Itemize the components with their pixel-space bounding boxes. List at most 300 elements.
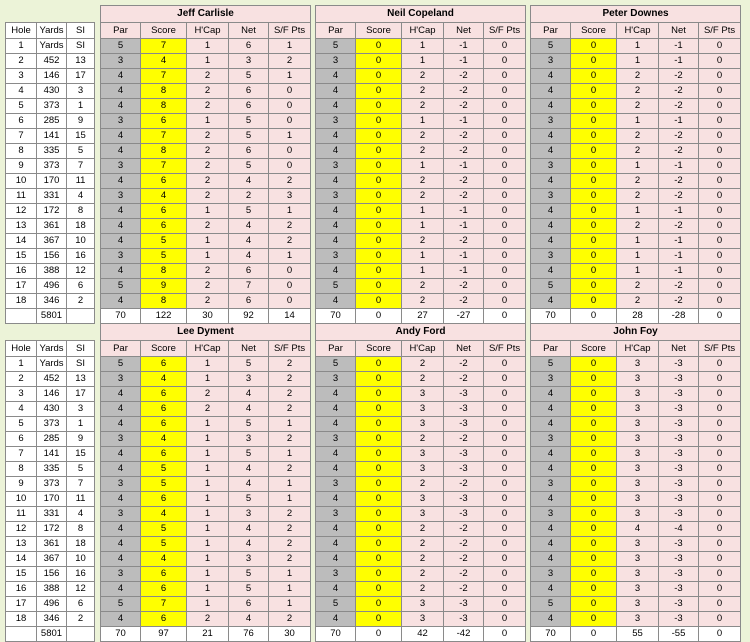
- score-cell: 4: [141, 54, 187, 69]
- table-row: [316, 279, 526, 294]
- total-cell: 70: [531, 309, 571, 324]
- player-scorecard: [530, 5, 741, 324]
- table-row: [316, 567, 526, 582]
- net-cell: -2: [444, 522, 484, 537]
- net-cell: -2: [444, 552, 484, 567]
- sf-pts-cell: 0: [699, 537, 741, 552]
- table-row: [6, 189, 95, 204]
- par-cell: 4: [101, 537, 141, 552]
- par-cell: 5: [316, 357, 356, 372]
- table-row: [101, 372, 311, 387]
- column-header: S/F Pts: [484, 341, 526, 357]
- sf-pts-cell: 0: [699, 372, 741, 387]
- hcap-cell: 1: [187, 417, 229, 432]
- table-row: [531, 582, 741, 597]
- score-cell: 0: [571, 417, 617, 432]
- par-cell: 3: [101, 189, 141, 204]
- par-cell: 4: [316, 582, 356, 597]
- table-row: [316, 219, 526, 234]
- table-row: [6, 522, 95, 537]
- net-cell: -2: [444, 99, 484, 114]
- net-cell: 6: [229, 264, 269, 279]
- hcap-cell: 2: [187, 219, 229, 234]
- total-cell: 0: [484, 627, 526, 642]
- par-cell: 4: [101, 144, 141, 159]
- hole-cell: 9: [6, 159, 37, 174]
- score-cell: 0: [571, 477, 617, 492]
- sf-pts-cell: 1: [269, 204, 311, 219]
- hcap-cell: 2: [402, 99, 444, 114]
- hcap-cell: 1: [187, 477, 229, 492]
- score-cell: 8: [141, 294, 187, 309]
- net-cell: -2: [659, 144, 699, 159]
- score-cell: 0: [571, 294, 617, 309]
- hole-cell: 2: [67, 294, 95, 309]
- column-header: H'Cap: [617, 23, 659, 39]
- hole-cell: 11: [67, 492, 95, 507]
- table-row: [6, 387, 95, 402]
- player-name: Neil Copeland: [316, 6, 526, 23]
- table-row: [316, 612, 526, 627]
- hole-total-cell: [67, 309, 95, 324]
- hole-cell: 146: [37, 387, 67, 402]
- net-cell: -2: [444, 537, 484, 552]
- hole-cell: 430: [37, 84, 67, 99]
- total-cell: 97: [141, 627, 187, 642]
- score-cell: 0: [356, 582, 402, 597]
- sf-pts-cell: 1: [269, 477, 311, 492]
- par-cell: 3: [101, 372, 141, 387]
- hole-cell: 156: [37, 567, 67, 582]
- sf-pts-cell: 2: [269, 612, 311, 627]
- table-row: [316, 159, 526, 174]
- par-cell: 5: [316, 279, 356, 294]
- hole-cell: 335: [37, 144, 67, 159]
- total-cell: 70: [101, 309, 141, 324]
- sf-pts-cell: 0: [484, 264, 526, 279]
- net-cell: 2: [229, 189, 269, 204]
- par-cell: 3: [101, 567, 141, 582]
- hole-cell: 4: [67, 507, 95, 522]
- sf-pts-cell: 2: [269, 402, 311, 417]
- net-cell: 3: [229, 432, 269, 447]
- par-cell: 3: [531, 432, 571, 447]
- par-cell: 3: [531, 159, 571, 174]
- table-row: [316, 99, 526, 114]
- table-row: [531, 294, 741, 309]
- par-cell: 3: [531, 567, 571, 582]
- column-header: Net: [229, 23, 269, 39]
- net-cell: -4: [659, 522, 699, 537]
- par-cell: 4: [531, 99, 571, 114]
- table-row: [6, 612, 95, 627]
- score-cell: 6: [141, 417, 187, 432]
- par-cell: 4: [101, 294, 141, 309]
- sf-pts-cell: 2: [269, 462, 311, 477]
- score-cell: 6: [141, 447, 187, 462]
- hcap-cell: 2: [402, 84, 444, 99]
- table-row: [101, 84, 311, 99]
- score-cell: 8: [141, 84, 187, 99]
- hole-cell: 5: [6, 99, 37, 114]
- table-row: [6, 432, 95, 447]
- hcap-cell: 3: [402, 402, 444, 417]
- hcap-cell: 2: [402, 129, 444, 144]
- net-cell: 5: [229, 69, 269, 84]
- hcap-cell: 1: [617, 114, 659, 129]
- hcap-cell: 2: [402, 372, 444, 387]
- hcap-cell: 3: [402, 447, 444, 462]
- score-cell: 0: [571, 84, 617, 99]
- column-header: S/F Pts: [484, 23, 526, 39]
- table-row: [316, 522, 526, 537]
- par-cell: 3: [316, 372, 356, 387]
- net-cell: 4: [229, 234, 269, 249]
- table-row: [101, 612, 311, 627]
- net-cell: -2: [444, 144, 484, 159]
- net-cell: -1: [659, 114, 699, 129]
- table-row: [6, 537, 95, 552]
- total-cell: 0: [699, 309, 741, 324]
- hole-cell: 11: [6, 507, 37, 522]
- sf-pts-cell: 0: [484, 249, 526, 264]
- score-cell: 7: [141, 69, 187, 84]
- hole-cell: 17: [67, 387, 95, 402]
- total-cell: 30: [187, 309, 229, 324]
- sf-pts-cell: 0: [699, 174, 741, 189]
- table-row: [316, 69, 526, 84]
- par-cell: 3: [316, 54, 356, 69]
- table-row: [316, 492, 526, 507]
- sf-pts-cell: 3: [269, 189, 311, 204]
- table-row: [531, 462, 741, 477]
- par-cell: 4: [101, 234, 141, 249]
- hcap-cell: 2: [402, 279, 444, 294]
- score-cell: 6: [141, 219, 187, 234]
- hole-cell: 6: [67, 597, 95, 612]
- hole-cell: 331: [37, 189, 67, 204]
- score-cell: 4: [141, 432, 187, 447]
- score-cell: 0: [571, 114, 617, 129]
- hcap-cell: 3: [617, 537, 659, 552]
- score-cell: 0: [571, 99, 617, 114]
- sf-pts-cell: 0: [699, 99, 741, 114]
- sf-pts-cell: 0: [484, 69, 526, 84]
- score-cell: 0: [571, 219, 617, 234]
- par-cell: 4: [531, 492, 571, 507]
- par-cell: 4: [316, 234, 356, 249]
- score-cell: 0: [571, 552, 617, 567]
- total-cell: 122: [141, 309, 187, 324]
- hcap-cell: 3: [617, 507, 659, 522]
- par-cell: 4: [531, 219, 571, 234]
- sf-pts-cell: 0: [484, 99, 526, 114]
- hole-cell: 6: [6, 432, 37, 447]
- hcap-cell: 1: [187, 54, 229, 69]
- par-cell: 4: [531, 69, 571, 84]
- table-row: [531, 99, 741, 114]
- total-cell: -42: [444, 627, 484, 642]
- par-cell: 4: [316, 417, 356, 432]
- table-row: [531, 567, 741, 582]
- sf-pts-cell: 0: [484, 39, 526, 54]
- sf-pts-cell: 0: [699, 39, 741, 54]
- hole-cell: 1: [6, 39, 37, 54]
- table-row: [101, 204, 311, 219]
- hole-cell: 452: [37, 372, 67, 387]
- table-row: [531, 492, 741, 507]
- net-cell: 4: [229, 249, 269, 264]
- hole-cell: 3: [6, 387, 37, 402]
- hole-cell: 17: [67, 69, 95, 84]
- player-scorecard: [100, 323, 311, 642]
- par-cell: 4: [316, 174, 356, 189]
- net-cell: 4: [229, 219, 269, 234]
- net-cell: 6: [229, 144, 269, 159]
- net-cell: -3: [444, 447, 484, 462]
- sf-pts-cell: 0: [699, 54, 741, 69]
- net-cell: 4: [229, 387, 269, 402]
- score-cell: 0: [571, 522, 617, 537]
- score-cell: 0: [571, 567, 617, 582]
- par-cell: 4: [101, 447, 141, 462]
- par-cell: 5: [531, 357, 571, 372]
- table-row: [101, 279, 311, 294]
- net-cell: -3: [444, 492, 484, 507]
- par-cell: 4: [316, 402, 356, 417]
- table-row: [6, 234, 95, 249]
- hcap-cell: 2: [617, 69, 659, 84]
- net-cell: -1: [444, 264, 484, 279]
- net-cell: -2: [659, 174, 699, 189]
- sf-pts-cell: 0: [699, 387, 741, 402]
- net-cell: -2: [444, 69, 484, 84]
- par-cell: 4: [101, 69, 141, 84]
- net-cell: -1: [444, 54, 484, 69]
- score-cell: 0: [571, 234, 617, 249]
- hcap-cell: 2: [402, 234, 444, 249]
- hcap-cell: 3: [617, 492, 659, 507]
- hole-cell: 7: [67, 477, 95, 492]
- par-cell: 3: [101, 114, 141, 129]
- hcap-cell: 3: [402, 507, 444, 522]
- table-row: [531, 507, 741, 522]
- par-cell: 3: [101, 249, 141, 264]
- hcap-cell: 3: [402, 492, 444, 507]
- hcap-cell: 2: [187, 279, 229, 294]
- score-cell: 0: [356, 522, 402, 537]
- net-cell: -3: [444, 417, 484, 432]
- par-cell: 5: [531, 279, 571, 294]
- hole-cell: 1: [6, 357, 37, 372]
- hole-cell: 4: [6, 402, 37, 417]
- sf-pts-cell: 0: [699, 234, 741, 249]
- table-row: [316, 204, 526, 219]
- sf-pts-cell: 0: [699, 567, 741, 582]
- table-row: [316, 234, 526, 249]
- par-cell: 4: [531, 387, 571, 402]
- net-cell: 4: [229, 477, 269, 492]
- net-cell: 6: [229, 294, 269, 309]
- sf-pts-cell: 0: [484, 174, 526, 189]
- hole-cell: 346: [37, 612, 67, 627]
- table-row: [316, 84, 526, 99]
- table-row: [316, 462, 526, 477]
- net-cell: -2: [659, 189, 699, 204]
- table-row: [101, 69, 311, 84]
- hcap-cell: 2: [187, 189, 229, 204]
- sf-pts-cell: 0: [484, 294, 526, 309]
- total-cell: 70: [316, 309, 356, 324]
- hcap-cell: 2: [617, 129, 659, 144]
- net-cell: -2: [444, 582, 484, 597]
- hole-cell: 7: [6, 447, 37, 462]
- score-cell: 6: [141, 174, 187, 189]
- par-cell: 5: [101, 597, 141, 612]
- score-cell: 5: [141, 477, 187, 492]
- hole-cell: 3: [67, 402, 95, 417]
- hcap-cell: 2: [187, 84, 229, 99]
- sf-pts-cell: 2: [269, 219, 311, 234]
- net-cell: 3: [229, 54, 269, 69]
- sf-pts-cell: 0: [269, 114, 311, 129]
- par-cell: 4: [316, 129, 356, 144]
- table-row: [531, 39, 741, 54]
- par-cell: 4: [531, 537, 571, 552]
- hole-cell: 430: [37, 402, 67, 417]
- score-cell: 0: [356, 432, 402, 447]
- total-cell: 0: [699, 627, 741, 642]
- score-cell: 0: [571, 204, 617, 219]
- par-cell: 3: [316, 477, 356, 492]
- score-cell: 0: [571, 597, 617, 612]
- net-cell: -2: [444, 432, 484, 447]
- score-cell: 6: [141, 492, 187, 507]
- table-row: [6, 159, 95, 174]
- table-row: [101, 294, 311, 309]
- hcap-cell: 3: [402, 597, 444, 612]
- table-row: [101, 219, 311, 234]
- sf-pts-cell: 0: [699, 582, 741, 597]
- score-cell: 9: [141, 279, 187, 294]
- net-cell: 4: [229, 174, 269, 189]
- sf-pts-cell: 0: [269, 99, 311, 114]
- sf-pts-cell: 0: [699, 264, 741, 279]
- hole-cell: 4: [67, 189, 95, 204]
- hole-total-cell: [6, 627, 37, 642]
- hcap-cell: 2: [187, 402, 229, 417]
- table-row: [6, 507, 95, 522]
- table-row: [316, 189, 526, 204]
- hole-cell: SI: [67, 357, 95, 372]
- sf-pts-cell: 0: [699, 492, 741, 507]
- hcap-cell: 2: [402, 522, 444, 537]
- hole-cell: 367: [37, 552, 67, 567]
- score-cell: 0: [571, 372, 617, 387]
- hcap-cell: 1: [617, 264, 659, 279]
- table-row: [316, 387, 526, 402]
- hcap-cell: 3: [402, 387, 444, 402]
- net-cell: -3: [659, 507, 699, 522]
- net-cell: 5: [229, 159, 269, 174]
- score-cell: 0: [356, 189, 402, 204]
- hcap-cell: 2: [402, 582, 444, 597]
- hcap-cell: 1: [187, 552, 229, 567]
- hcap-cell: 1: [187, 372, 229, 387]
- net-cell: -3: [444, 462, 484, 477]
- hcap-cell: 1: [187, 357, 229, 372]
- sf-pts-cell: 1: [269, 249, 311, 264]
- hole-cell: 13: [6, 219, 37, 234]
- par-cell: 3: [531, 54, 571, 69]
- score-cell: 8: [141, 144, 187, 159]
- hcap-cell: 2: [402, 477, 444, 492]
- hcap-cell: 2: [402, 69, 444, 84]
- hcap-cell: 1: [187, 39, 229, 54]
- column-header: Score: [356, 23, 402, 39]
- net-cell: 4: [229, 522, 269, 537]
- score-cell: 0: [356, 219, 402, 234]
- table-row: [316, 144, 526, 159]
- net-cell: -1: [659, 159, 699, 174]
- sf-pts-cell: 0: [699, 159, 741, 174]
- holes-header-cell: SI: [67, 23, 95, 39]
- score-cell: 0: [356, 357, 402, 372]
- sf-pts-cell: 0: [484, 114, 526, 129]
- par-cell: 4: [101, 99, 141, 114]
- hcap-cell: 1: [617, 39, 659, 54]
- table-row: [316, 537, 526, 552]
- hcap-cell: 2: [187, 99, 229, 114]
- net-cell: -2: [444, 294, 484, 309]
- hcap-cell: 1: [402, 219, 444, 234]
- table-row: [531, 144, 741, 159]
- hole-cell: 172: [37, 204, 67, 219]
- hcap-cell: 1: [187, 249, 229, 264]
- table-row: [6, 417, 95, 432]
- table-row: [6, 174, 95, 189]
- hcap-cell: 1: [187, 597, 229, 612]
- sf-pts-cell: 0: [484, 432, 526, 447]
- column-header: Par: [101, 341, 141, 357]
- hole-cell: 8: [67, 522, 95, 537]
- par-cell: 4: [531, 144, 571, 159]
- hole-cell: 10: [67, 234, 95, 249]
- table-row: [531, 234, 741, 249]
- column-header: Score: [141, 341, 187, 357]
- hole-cell: 8: [67, 204, 95, 219]
- score-cell: 5: [141, 234, 187, 249]
- hole-cell: 1: [67, 417, 95, 432]
- table-row: [101, 189, 311, 204]
- par-cell: 5: [531, 597, 571, 612]
- par-cell: 4: [316, 264, 356, 279]
- par-cell: 4: [101, 552, 141, 567]
- net-cell: -3: [659, 612, 699, 627]
- par-cell: 5: [101, 279, 141, 294]
- sf-pts-cell: 2: [269, 432, 311, 447]
- hole-cell: 12: [6, 204, 37, 219]
- hcap-cell: 1: [402, 204, 444, 219]
- hole-cell: 367: [37, 234, 67, 249]
- hole-cell: 14: [6, 552, 37, 567]
- net-cell: 6: [229, 84, 269, 99]
- player-scorecard: [100, 5, 311, 324]
- net-cell: 3: [229, 552, 269, 567]
- hole-cell: 7: [6, 129, 37, 144]
- score-cell: 0: [356, 264, 402, 279]
- table-row: [531, 372, 741, 387]
